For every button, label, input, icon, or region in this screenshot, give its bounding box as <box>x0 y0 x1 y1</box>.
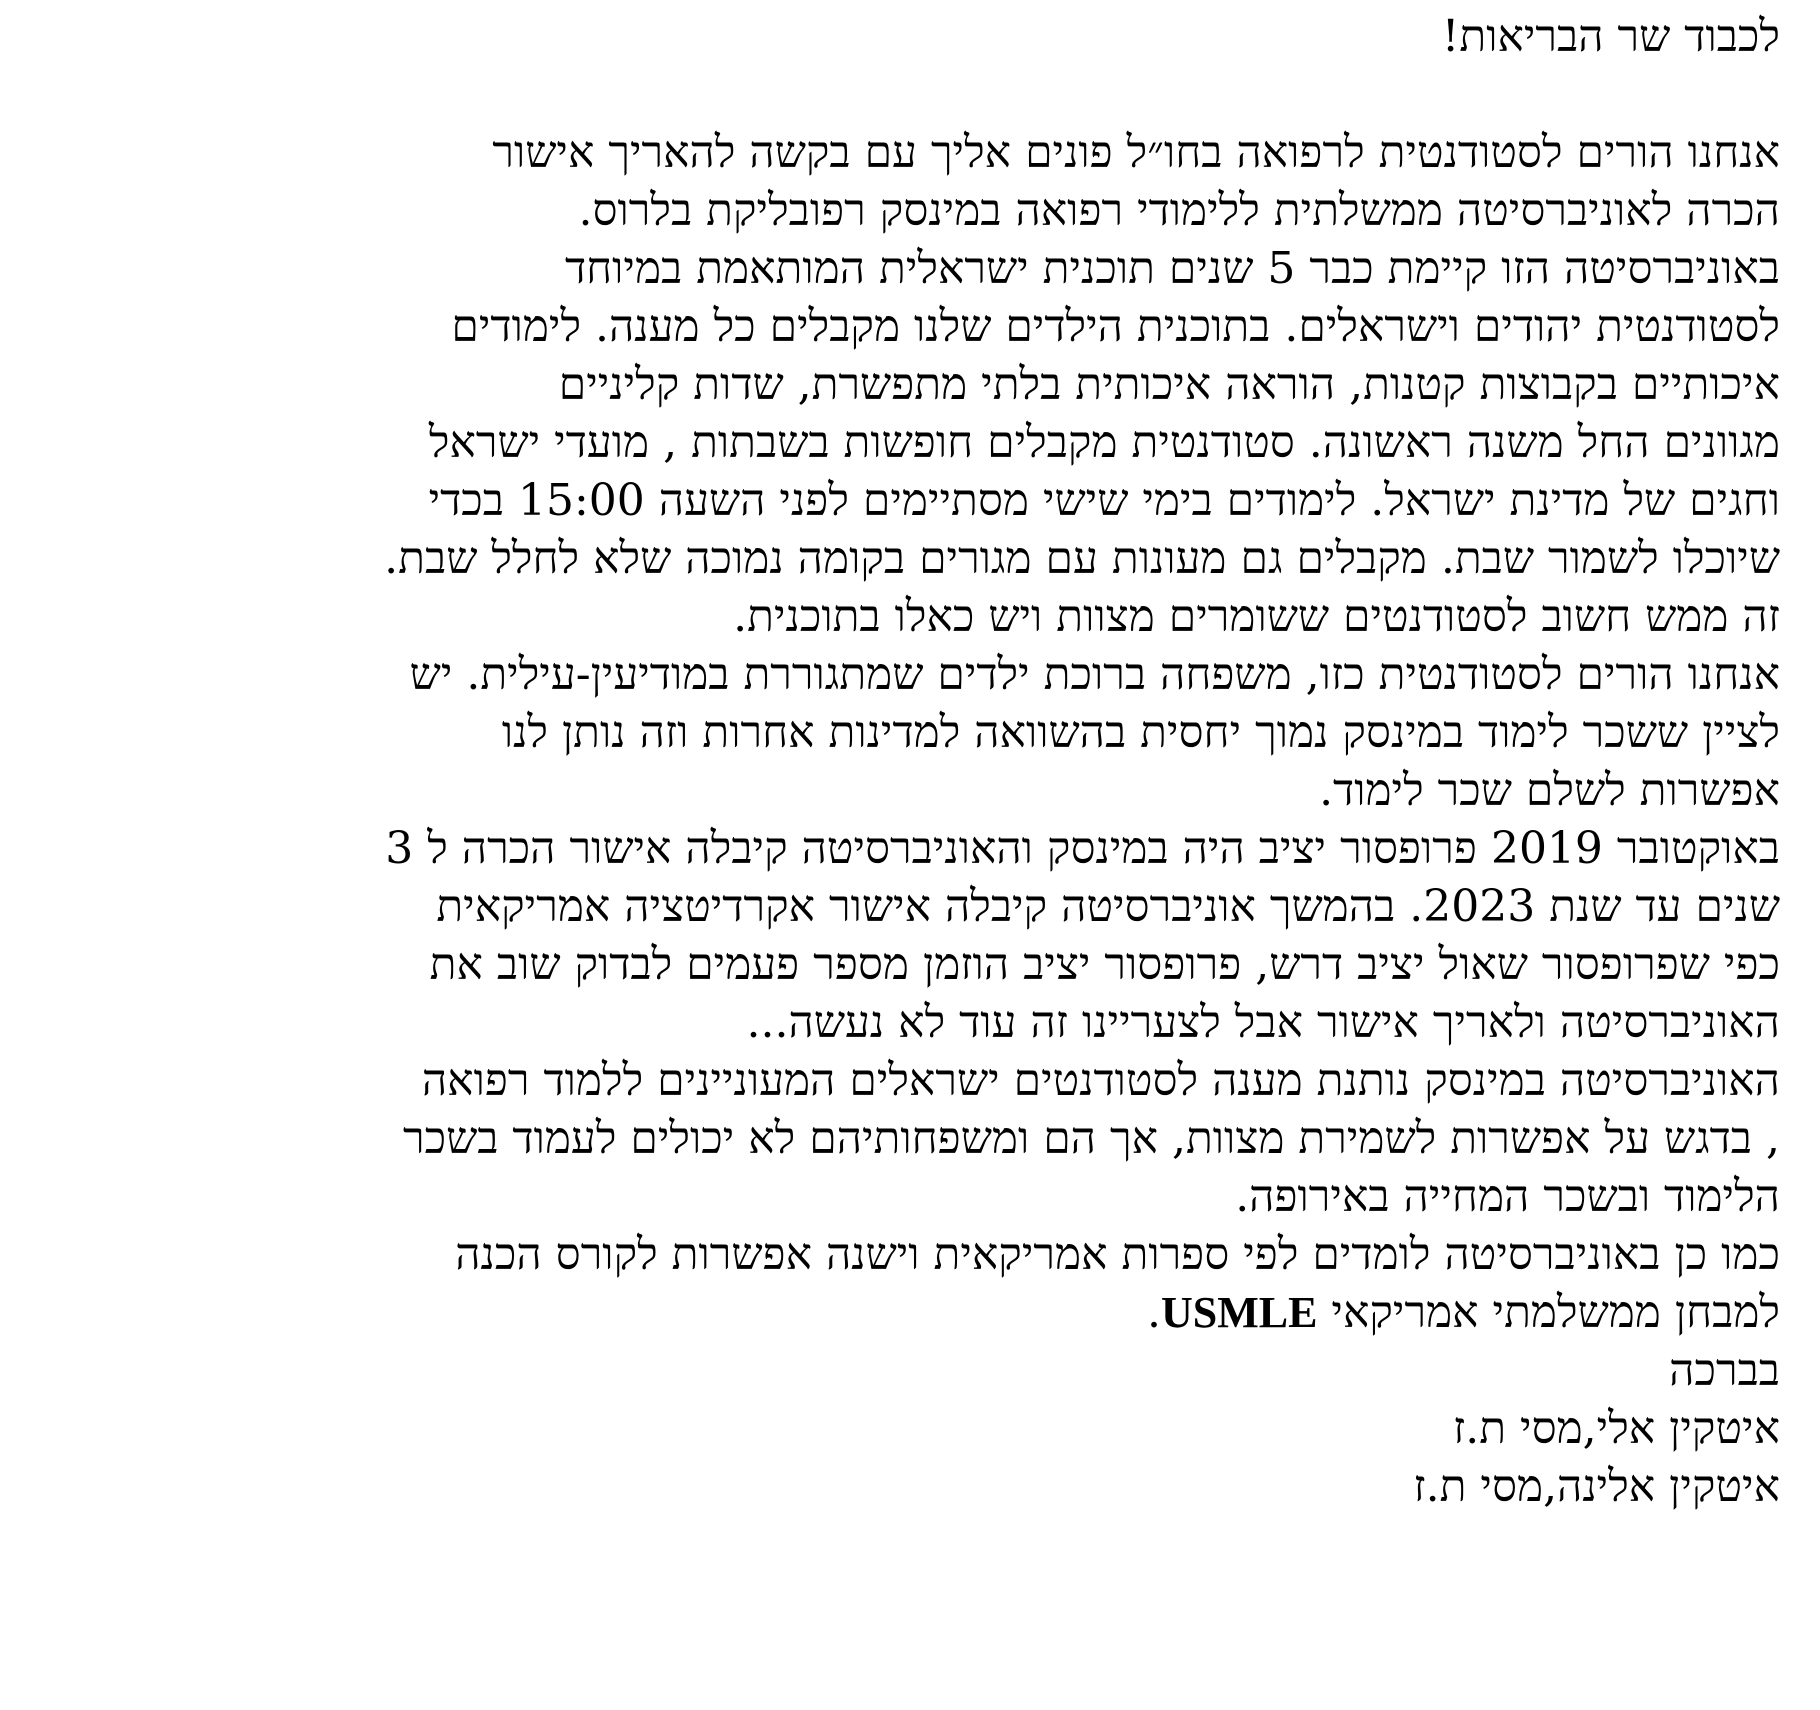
body-line: וחגים של מדינת ישראל. לימודים בימי שישי מסתיימים לפני השעה 15:00 בכדי <box>428 475 1780 526</box>
signature-line: איטקין אלינה,מסי ת.ז <box>1413 1461 1780 1512</box>
blank-line <box>60 66 1780 124</box>
usmle-line-prefix: למבחן ממשלמתי אמריקאי <box>1317 1287 1780 1338</box>
salutation: לכבוד שר הבריאות! <box>1441 11 1780 62</box>
usmle-line-suffix: . <box>1146 1287 1161 1338</box>
body-line: כמו כן באוניברסיטה לומדים לפי ספרות אמריקאית וישנה אפשרות לקורס הכנה <box>455 1229 1780 1280</box>
body-line: לסטודנטית יהודים וישראלים. בתוכנית הילדים שלנו מקבלים כל מענה. לימודים <box>451 301 1780 352</box>
body-line: זה ממש חשוב לסטודנטים ששומרים מצוות ויש כאלו בתוכנית. <box>733 591 1780 642</box>
body-line: אנחנו הורים לסטודנטית לרפואה בחו״ל פונים אליך עם בקשה להאריך אישור <box>492 127 1780 178</box>
body-line: האוניברסיטה ולאריך אישור אבל לצעריינו זה עוד לא נעשה... <box>746 997 1780 1048</box>
body-line: אנחנו הורים לסטודנטית כזו, משפחה ברוכת ילדים שמתגוררת במודיעין-עילית. יש <box>409 649 1780 700</box>
body-line: שנים עד שנת 2023. בהמשך אוניברסיטה קיבלה אישור אקרדיטציה אמריקאית <box>436 881 1780 932</box>
body-line: באוקטובר 2019 פרופסור יציב היה במינסק והאוניברסיטה קיבלה אישור הכרה ל 3 <box>385 823 1780 874</box>
body-line: , בדגש על אפשרות לשמירת מצוות, אך הם ומשפחותיהם לא יכולים לעמוד בשכר <box>402 1113 1780 1164</box>
body-line: האוניברסיטה במינסק נותנת מענה לסטודנטים ישראלים המעוניינים ללמוד רפואה <box>421 1055 1780 1106</box>
body-line: לציין ששכר לימוד במינסק נמוך יחסית בהשוואה למדינות אחרות וזה נותן לנו <box>501 707 1780 758</box>
body-line: איכותיים בקבוצות קטנות, הוראה איכותית בלתי מתפשרת, שדות קליניים <box>558 359 1780 410</box>
body-line: כפי שפרופסור שאול יציב דרש, פרופסור יציב הוזמן מספר פעמים לבדוק שוב את <box>429 939 1780 990</box>
body-line: הכרה לאוניברסיטה ממשלתית ללימודי רפואה במינסק רפובליקת בלרוס. <box>578 185 1780 236</box>
usmle-label: USMLE <box>1160 1288 1318 1337</box>
letter-body <box>60 8 1780 1516</box>
closing: בברכה <box>1669 1345 1780 1396</box>
body-line: אפשרות לשלם שכר לימוד. <box>1319 765 1780 816</box>
usmle-line <box>60 1284 1780 1342</box>
body-line: מגוונים החל משנה ראשונה. סטודנטית מקבלים חופשות בשבתות , מועדי ישראל <box>428 417 1780 468</box>
body-line: באוניברסיטה הזו קיימת כבר 5 שנים תוכנית ישראלית המותאמת במיוחד <box>564 243 1780 294</box>
signature-line: איטקין אלי,מסי ת.ז <box>1452 1403 1780 1454</box>
body-line: שיוכלו לשמור שבת. מקבלים גם מעונות עם מגורים בקומה נמוכה שלא לחלל שבת. <box>384 533 1780 584</box>
body-line: הלימוד ובשכר המחייה באירופה. <box>1235 1171 1780 1222</box>
